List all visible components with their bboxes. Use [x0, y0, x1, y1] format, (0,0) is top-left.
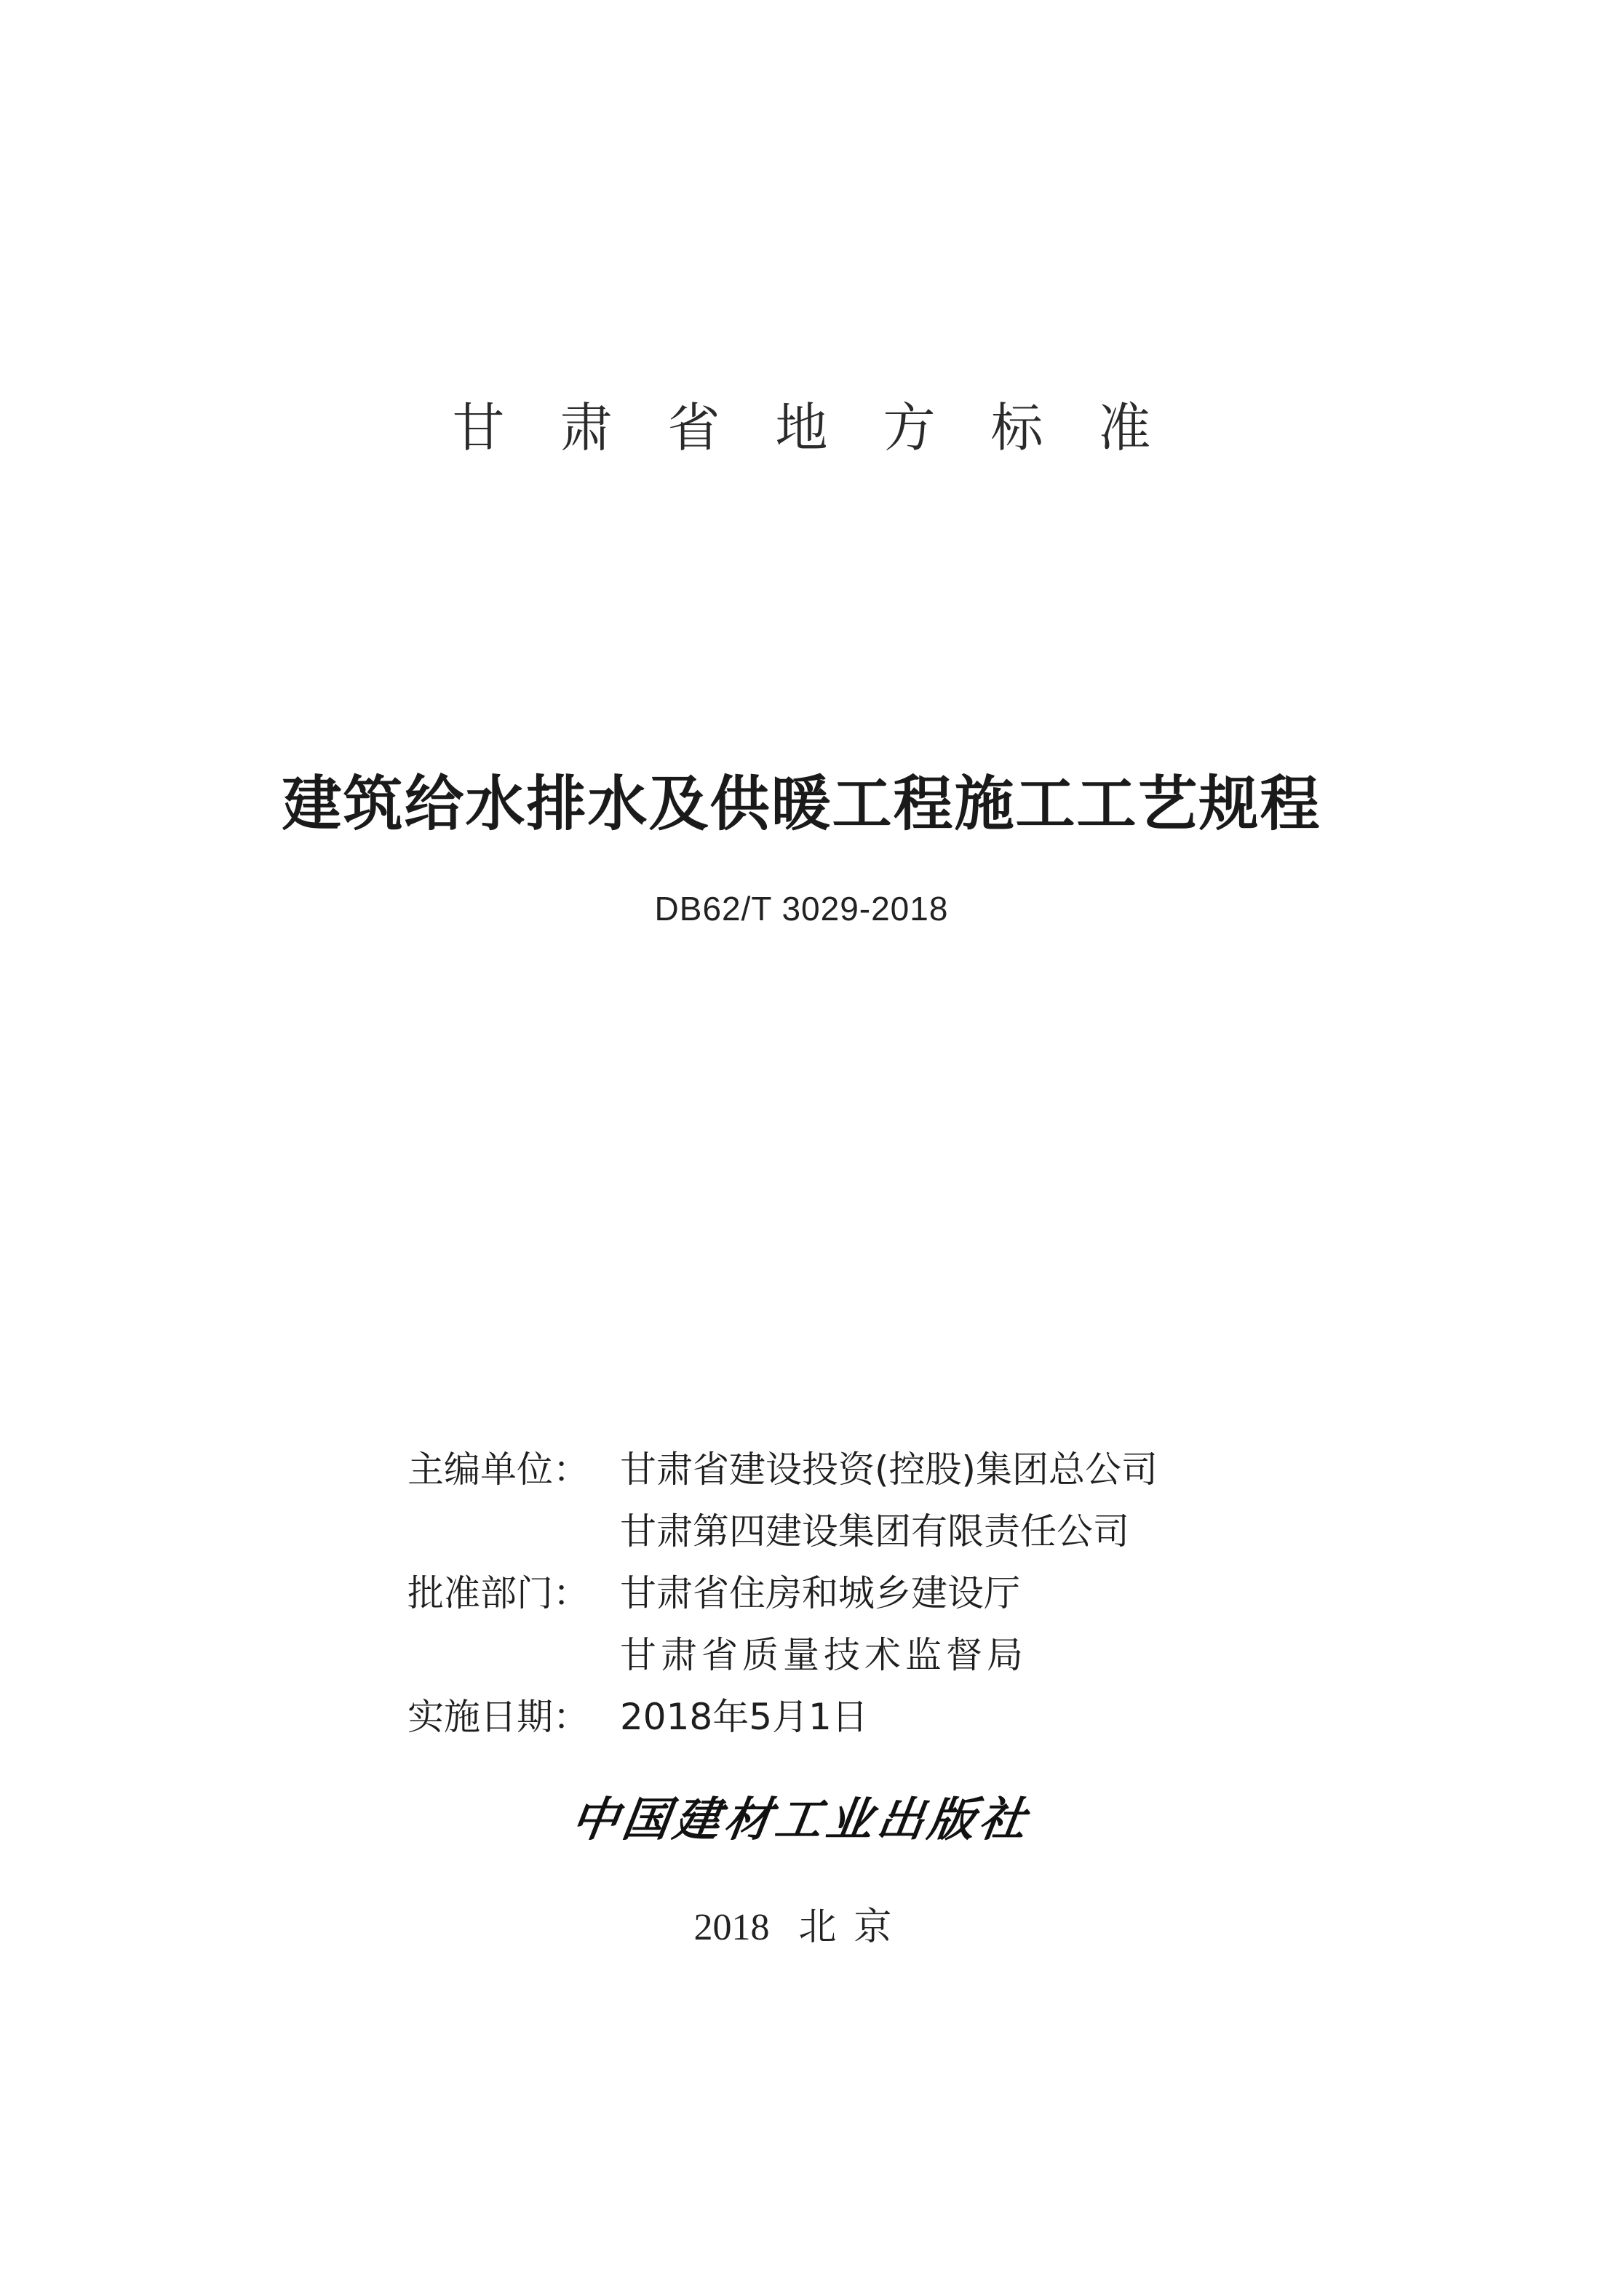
standard-type-heading: 甘肃省地方标准	[452, 397, 1206, 458]
effective-date-value: 2018年5月1日	[620, 1696, 868, 1738]
approval-label: 批准部门：	[407, 1572, 589, 1614]
imprint-line	[0, 1896, 1603, 1950]
publisher-logotype: 中国建材工业出版社	[568, 1793, 1034, 1847]
chief-editor-unit-2: 甘肃第四建设集团有限责任公司	[620, 1510, 1129, 1552]
approval-department-2: 甘肃省质量技术监督局	[620, 1634, 1027, 1676]
approval-department-1: 甘肃省住房和城乡建设厅	[620, 1572, 1020, 1614]
imprint-city: 北京	[798, 1907, 910, 1948]
chief-editor-label: 主编单位：	[407, 1448, 589, 1491]
effective-date-label: 实施日期：	[407, 1696, 589, 1738]
document-title: 建筑给水排水及供暖工程施工工艺规程	[282, 770, 1321, 839]
document-code: DB62/T 3029-2018	[654, 890, 949, 928]
imprint-year: 2018	[693, 1907, 770, 1948]
chief-editor-unit-1: 甘肃省建设投资(控股)集团总公司	[620, 1448, 1158, 1491]
